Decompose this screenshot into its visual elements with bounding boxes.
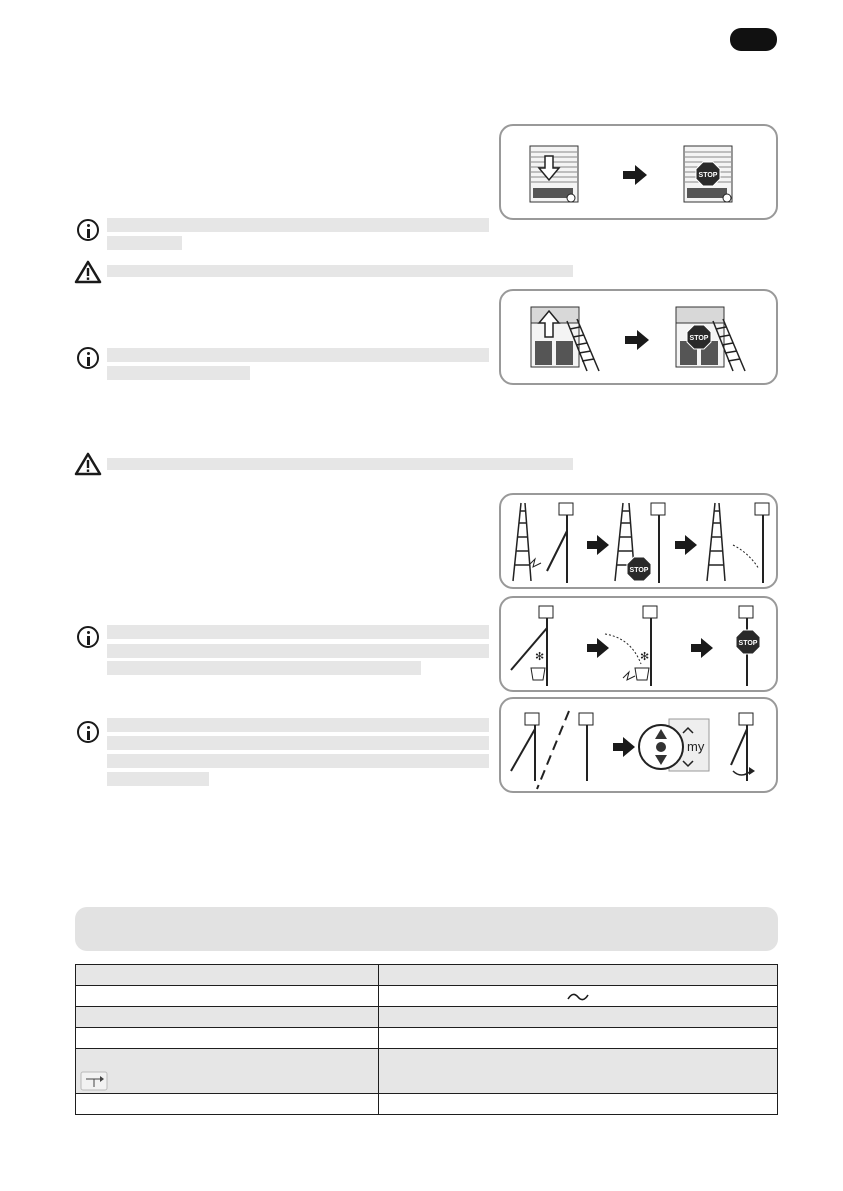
note-text-bar [107,218,489,232]
note-text-bar [107,236,182,250]
svg-text:✻: ✻ [535,651,545,663]
insulation-class-icon [80,1071,108,1091]
spec-label [76,965,379,986]
table-row [76,986,778,1007]
right-arrow-icon [613,737,635,757]
table-row [76,965,778,986]
note-text-bar [107,348,489,362]
warning-text-bar [107,458,573,470]
specs-table [75,964,778,1115]
remote-my-label: my [687,739,705,754]
right-arrow-icon [625,330,649,350]
warning-text-bar [107,265,573,277]
note-text-bar [107,661,421,675]
illustration-awning-extend [499,596,778,692]
spec-value [379,986,778,1007]
info-icon [77,347,99,369]
warning-icon [74,452,102,476]
info-icon [77,721,99,743]
stop-label: STOP [689,335,709,342]
awning-box-icon [559,503,573,515]
note-text-bar [107,736,489,750]
awning-box-icon [525,713,539,725]
table-row [76,1007,778,1028]
warning-icon [74,260,102,284]
stop-label: STOP [698,172,718,179]
svg-text:✻: ✻ [640,651,650,663]
right-arrow-icon [587,535,609,555]
note-text-bar [107,625,489,639]
right-arrow-icon [675,535,697,555]
info-icon [77,219,99,241]
spec-value [379,1007,778,1028]
remote-control-icon [639,719,709,771]
spec-label [76,986,379,1007]
table-row [76,1094,778,1115]
illustration-obstacle-down [499,124,778,220]
spec-label [76,1007,379,1028]
illustration-awning-retract [499,493,778,589]
spec-value [379,1094,778,1115]
right-arrow-icon [691,638,713,658]
spec-value [379,965,778,986]
note-text-bar [107,366,250,380]
ladder-icon [707,503,725,581]
shutter-stopped-icon [684,146,732,202]
note-text-bar [107,772,209,786]
note-text-bar [107,644,489,658]
spec-label [76,1094,379,1115]
illustration-remote-retract [499,697,778,793]
alternating-current-icon [566,991,590,1003]
note-text-bar [107,754,489,768]
table-row [76,1028,778,1049]
ladder-icon [513,503,531,581]
spec-value [379,1028,778,1049]
table-row [76,1049,778,1094]
language-badge [730,28,777,51]
section-header [75,907,778,951]
spec-label [76,1028,379,1049]
right-arrow-icon [623,165,647,185]
spec-value [379,1049,778,1094]
right-arrow-icon [587,638,609,658]
shutter-up-icon [531,307,599,371]
stop-label: STOP [738,640,758,647]
shutter-down-icon [530,146,578,202]
info-icon [77,626,99,648]
stop-label: STOP [629,567,649,574]
flower-pot-icon [635,651,649,680]
flower-pot-icon [531,651,545,680]
note-text-bar [107,718,489,732]
spec-label [76,1049,379,1094]
illustration-obstacle-up [499,289,778,385]
shutter-stopped-icon [676,307,745,371]
awning-box-icon [539,606,553,618]
